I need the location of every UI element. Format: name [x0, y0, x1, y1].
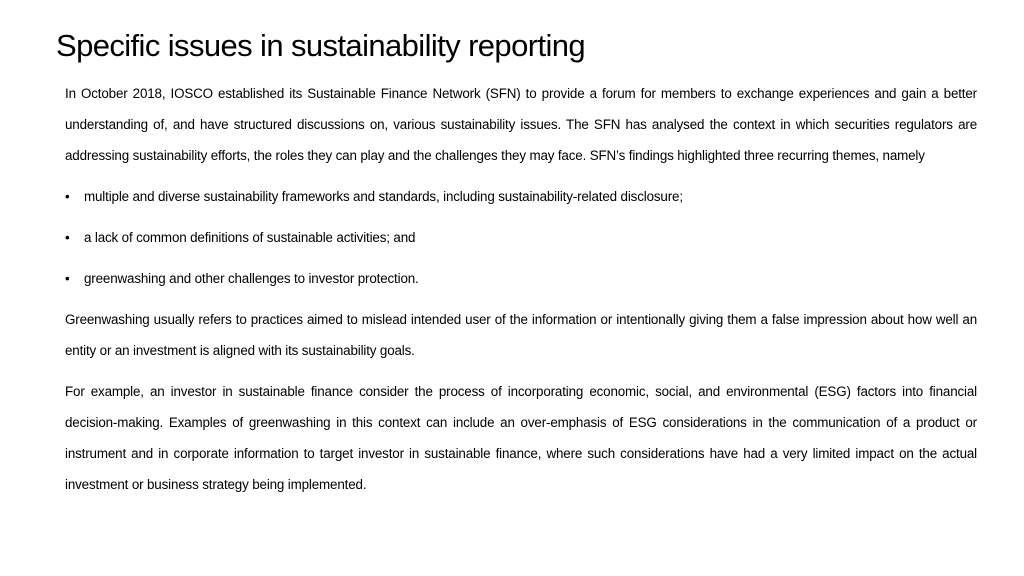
bullet-text: multiple and diverse sustainability frameworks and standards, including sustainability-related disclosure;	[84, 189, 683, 204]
list-item	[65, 181, 977, 212]
bullet-icon: •	[65, 271, 70, 286]
themes-list	[65, 181, 977, 294]
list-item	[65, 222, 977, 253]
bullet-icon: •	[65, 230, 70, 245]
slide-body	[65, 78, 977, 510]
intro-paragraph: In October 2018, IOSCO established its Sustainable Finance Network (SFN) to provide a forum for members to exchange experiences and gain a better understanding of, and have structured discussions on, various sustainability issues. The SFN has analysed the context in which securities regulators are addressing sustainability efforts, the roles they can play and the challenges they may face. SFN’s findings highlighted three recurring themes, namely	[65, 86, 977, 163]
slide-title: Specific issues in sustainability reporting	[56, 28, 586, 63]
list-item	[65, 263, 977, 294]
bullet-text: a lack of common definitions of sustainable activities; and	[84, 230, 416, 245]
bullet-icon: •	[65, 189, 70, 204]
example-paragraph: For example, an investor in sustainable finance consider the process of incorporating economic, social, and environmental (ESG) factors into financial decision-making. Examples of greenwashing in this context can include an over-emphasis of ESG considerations in the communication of a product or instrument and in corporate information to target investor in sustainable finance, where such considerations have had a very limited impact on the actual investment or business strategy being implemented.	[65, 384, 977, 492]
bullet-text: greenwashing and other challenges to investor protection.	[84, 271, 419, 286]
greenwashing-definition-paragraph: Greenwashing usually refers to practices aimed to mislead intended user of the information or intentionally giving them a false impression about how well an entity or an investment is aligned with its sustainability goals.	[65, 312, 977, 358]
